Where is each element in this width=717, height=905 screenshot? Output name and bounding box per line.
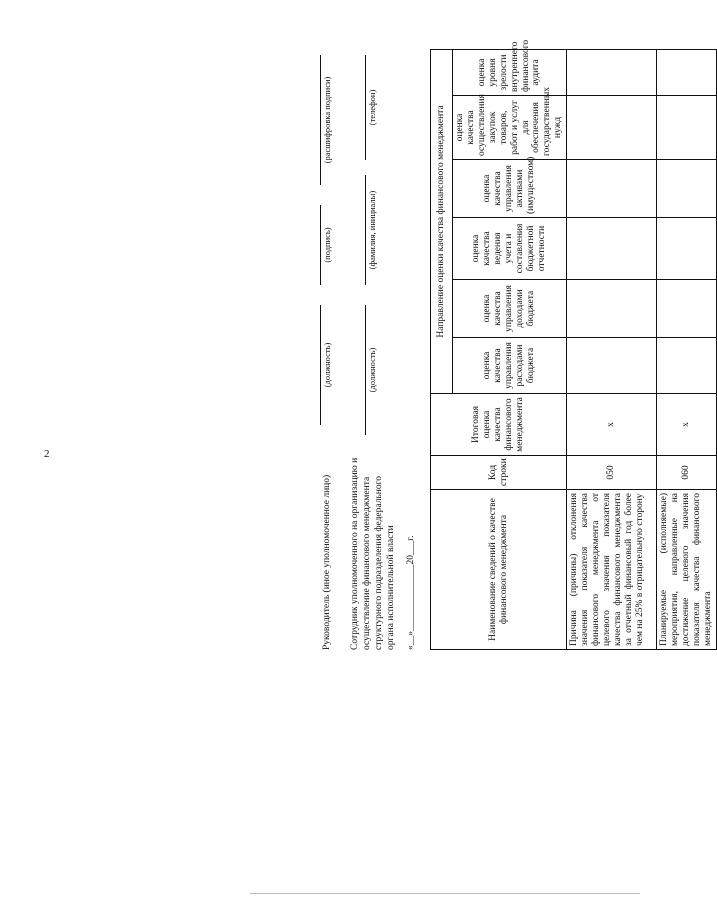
header-total: Итоговая оценка качества финансового менеджмента bbox=[431, 394, 567, 456]
header-name: Наименование сведений о качестве финансового менеджмента bbox=[431, 490, 567, 650]
row-code: 050 bbox=[567, 456, 657, 490]
position2-field bbox=[365, 305, 377, 435]
row-name: Причина (причины) отклонения значения показателя качества финансового менеджмента от целевого значения показателя качества финансового менеджмента за отчетный финансовый год более чем на 25% в отрицательную сторону bbox=[567, 490, 657, 650]
head-label: Руководитель (иное уполномоченное лицо) bbox=[322, 474, 332, 650]
header-direction-procurement: оценка качества осуществления закупок товаров, работ и услуг для обеспечения государственных нужд bbox=[453, 96, 567, 160]
header-direction-accounting: оценка качества ведения учета и составления бюджетной отчетности bbox=[453, 218, 567, 280]
position-field bbox=[320, 305, 332, 425]
phone-caption: (телефон) bbox=[365, 55, 377, 160]
header-direction-expenses: оценка качества управления расходами бюджета bbox=[453, 338, 567, 394]
position2-caption: (должность) bbox=[365, 305, 377, 435]
header-direction-assets: оценка качества управления активами (имуществом) bbox=[453, 160, 567, 218]
scan-edge bbox=[250, 893, 640, 894]
phone-field bbox=[365, 55, 377, 160]
table-row bbox=[567, 49, 657, 649]
signature-field bbox=[320, 205, 332, 285]
table-row bbox=[657, 49, 717, 649]
decoding-field bbox=[320, 55, 332, 185]
page-number: 2 bbox=[44, 448, 50, 460]
quality-assessment-table bbox=[430, 39, 717, 650]
header-code: Код строки bbox=[431, 456, 567, 490]
position-caption: (должность) bbox=[320, 305, 332, 425]
date-line: «__»______________20___г. bbox=[406, 535, 416, 650]
header-directions: Направление оценки качества финансового менеджмента bbox=[431, 49, 453, 393]
row-total: x bbox=[657, 394, 717, 456]
row-code: 060 bbox=[657, 456, 717, 490]
employee-label: Сотрудник уполномоченного на организацию и осуществление финансового менеджмента структурного подразделения федерального органа исполнительной власти bbox=[350, 457, 396, 650]
header-direction-revenues: оценка качества управления доходами бюджета bbox=[453, 280, 567, 338]
decoding-caption: (расшифровка подписи) bbox=[320, 55, 332, 185]
row-total: x bbox=[567, 394, 657, 456]
name-field bbox=[365, 175, 377, 285]
signature-caption: (подпись) bbox=[320, 205, 332, 285]
name-caption: (фамилия, инициалы) bbox=[365, 175, 377, 285]
header-direction-audit: оценка уровня зрелости внутреннего финансового аудита bbox=[453, 49, 567, 95]
row-name: Планируемые (исполняемые) мероприятия, направленные на достижение целевого значения показателя качества финансового менеджмента bbox=[657, 490, 717, 650]
